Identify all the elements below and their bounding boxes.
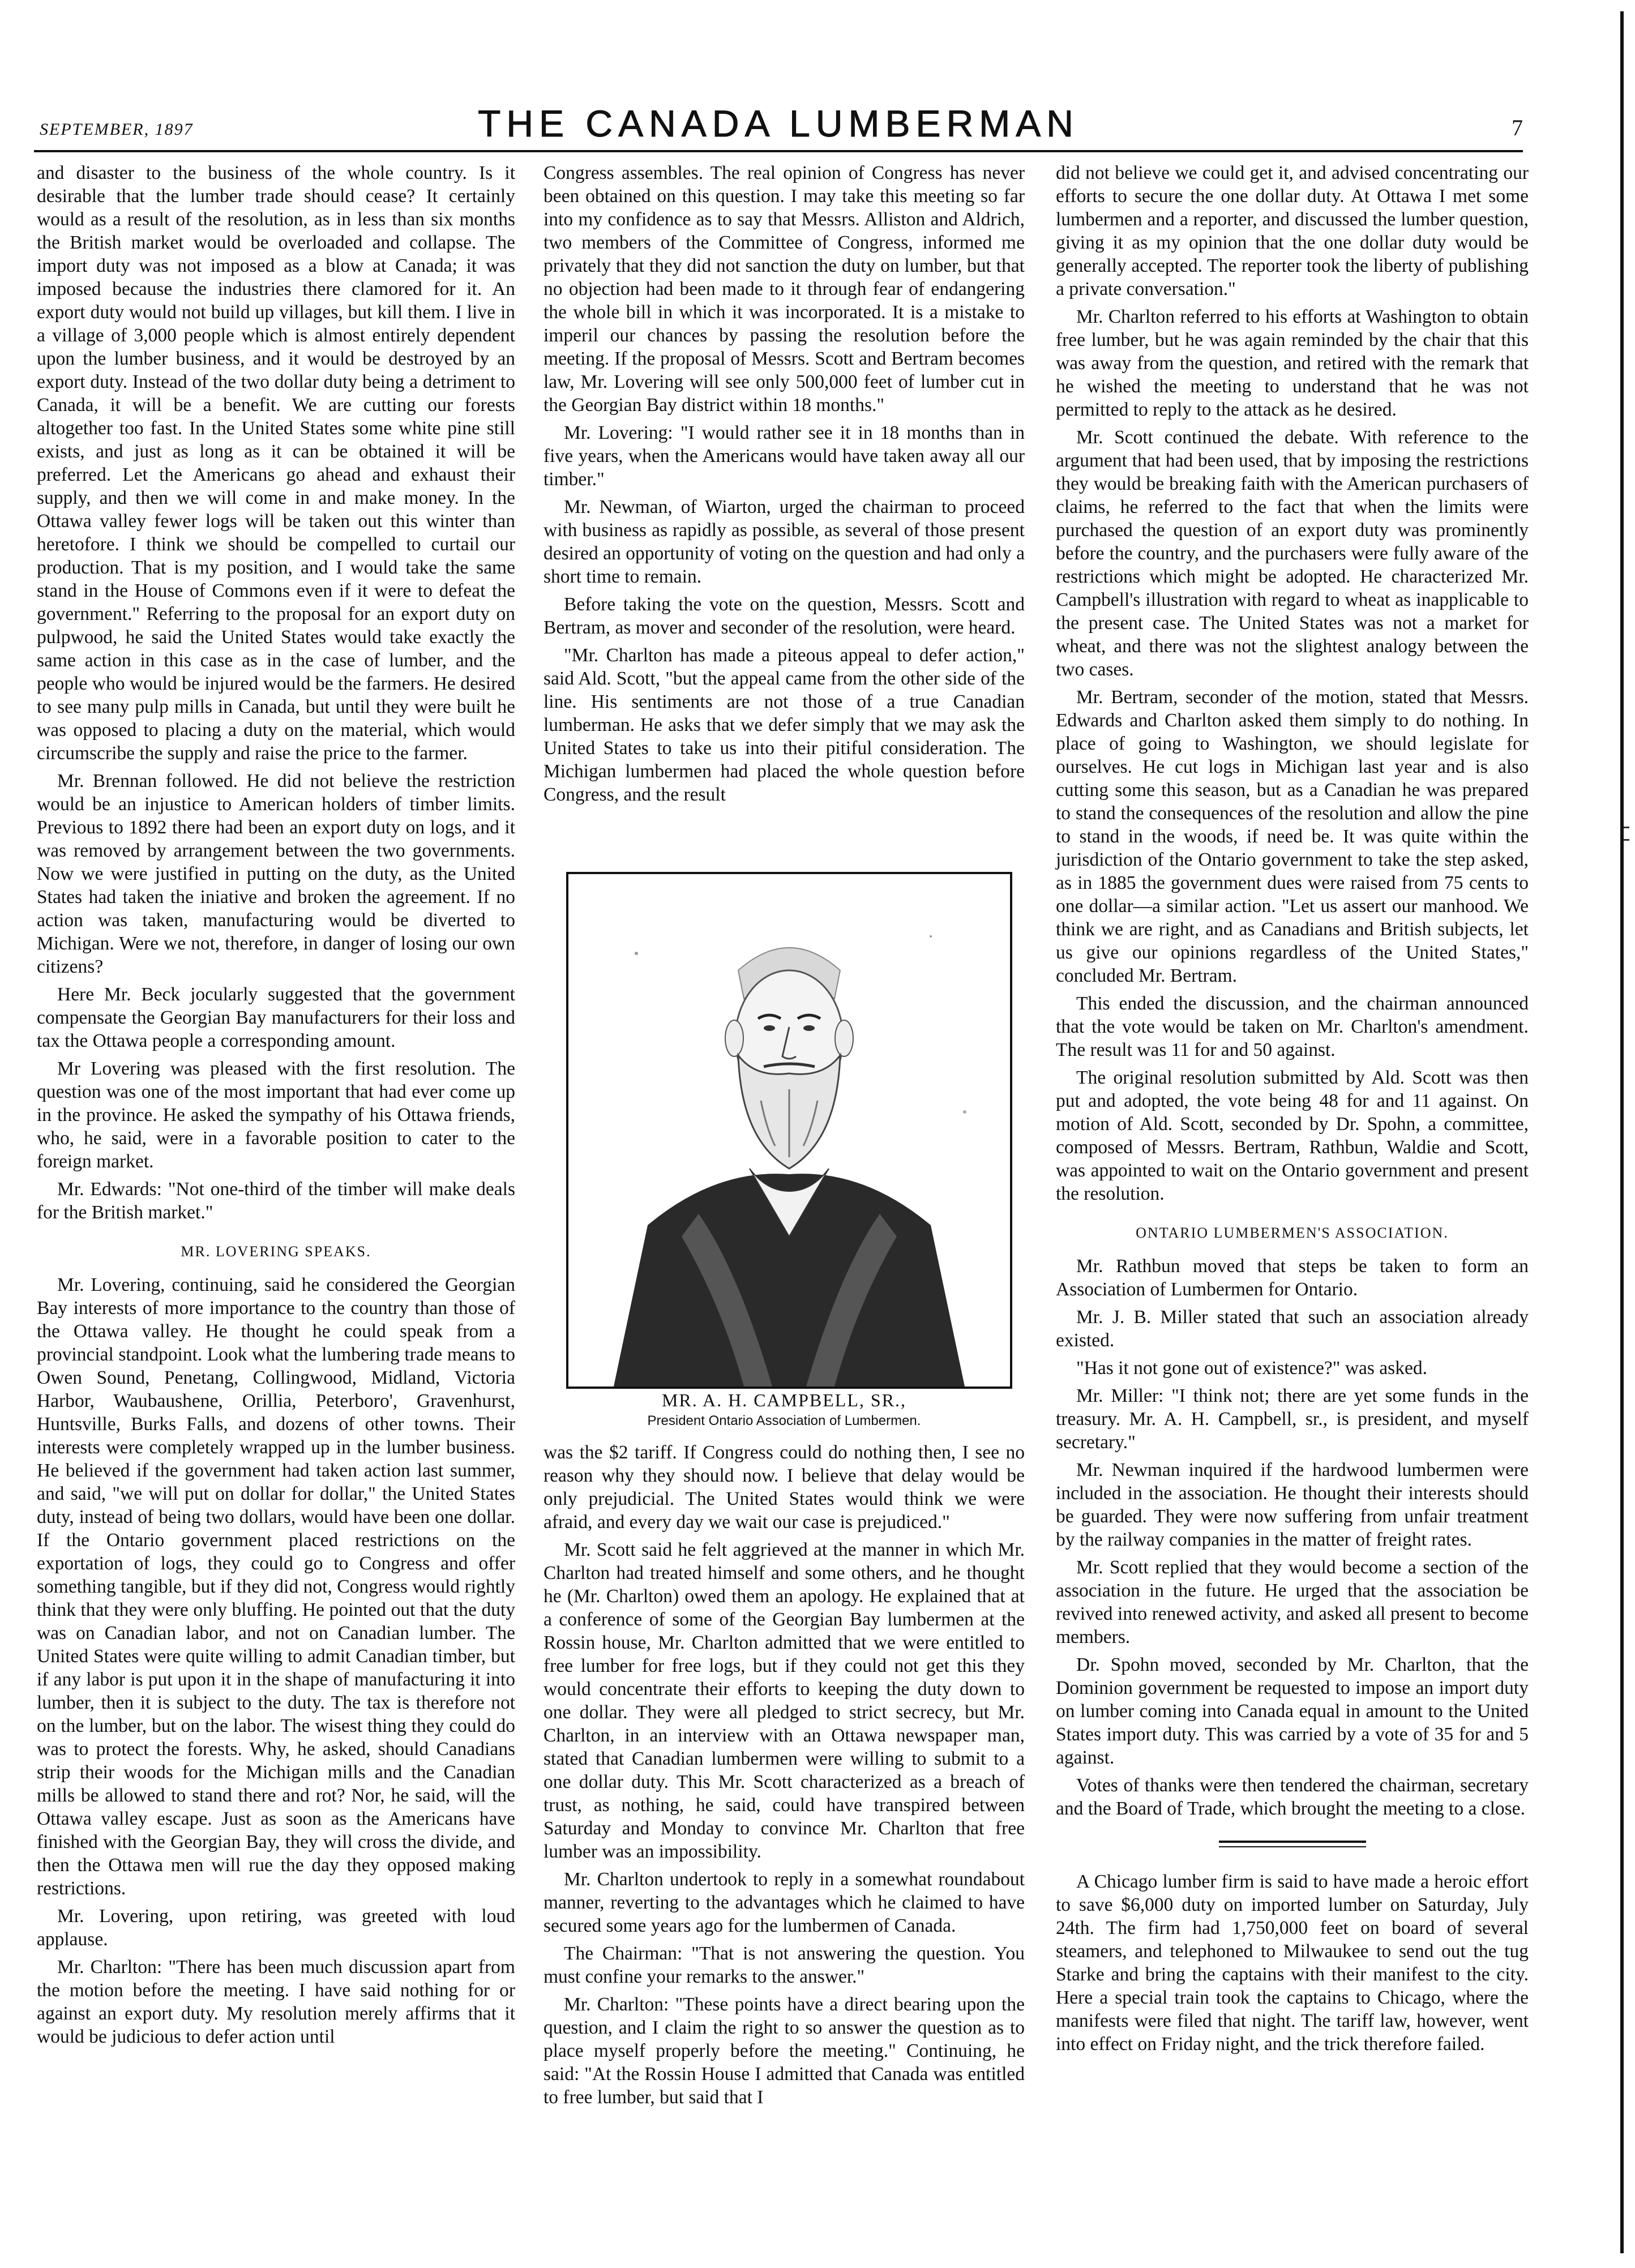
paragraph: Mr. Charlton: "These points have a direct bearing upon the question, and I claim the right to so answer the question as to place myself properly before the meeting." Continuing, he said: "At the Rossin House I admitted that Canada was entitled to free lumber, but said that I xyxy=(543,1994,1025,2108)
paragraph: Mr. Lovering, continuing, said he considered the Georgian Bay interests of more importance to the country than those of the Ottawa valley. He thought he could speak from a provincial standpoint. Look what the lumbering trade means to Owen Sound, Penetang, Collingwood, Midland, Victoria Harbor, Waubaushene, Orillia, Peterboro', Gravenhurst, Huntsville, Burks Falls, and dozens of other towns. Their interests were completely wrapped up in the lumber business. He believed if the government had taken action last summer, and said, "we will put on dollar for dollar," the United States duty, instead of being two dollars, would have been one dollar. If the Ontario government placed restrictions on the exportation of logs, they could go to Congress and offer something tangible, but if they did not, Congress would rightly think that they were only bluffing. He pointed out that the duty was on Canadian labor, and not on Canadian lumber. The United States were quite willing to admit Canadian timber, but if any labor is put upon it in the shape of manufacturing it into lumber, then it is subject to the duty. The tax is therefore not on the lumber, but on the labor. The wisest thing they could do was to protect the forests. Why, he asked, should Canadians strip their woods for the Michigan mills and the Canadian mills be allowed to stand there and rot? Nor, he said, will the Ottawa valley escape. Just as soon as the Americans have finished with the Georgian Bay, they will cross the divide, and then the Ottawa men will rue the day they opposed making restrictions. xyxy=(37,1274,515,1899)
paragraph: Mr. Bertram, seconder of the motion, stated that Messrs. Edwards and Charlton asked them simply to do nothing. In place of going to Washington, we should legislate for ourselves. He cut logs in Michigan last year and is also cutting some this season, but as a Canadian he was prepared to stand the consequences of the resolution and allow the pine to stand in the woods, if need be. It was quite within the jurisdiction of the Ontario government to take the step asked, as in 1885 the government dues were raised from 75 cents to one dollar—a similar action. "Let us assert our manhood. We think we are right, and as Canadians and British subjects, let us give our opinions regardless of the United States," concluded Mr. Bertram. xyxy=(1056,687,1529,986)
paragraph: The Chairman: "That is not answering the question. You must confine your remarks to the answer." xyxy=(543,1943,1025,1987)
paragraph: was the $2 tariff. If Congress could do nothing then, I see no reason why they should now. I believe that delay would be only prejudicial. The United States would think we were afraid, and every day we wait our case is prejudiced." xyxy=(543,1442,1025,1533)
paragraph: Mr. Miller: "I think not; there are yet some funds in the treasury. Mr. A. H. Campbell, sr., is president, and myself secretary." xyxy=(1056,1385,1529,1453)
paragraph: Votes of thanks were then tendered the chairman, secretary and the Board of Trade, which brought the meeting to a close. xyxy=(1056,1775,1529,1819)
paragraph: Mr. J. B. Miller stated that such an association already existed. xyxy=(1056,1307,1529,1351)
paragraph: Mr. Charlton: "There has been much discussion apart from the motion before the meeting. I have said nothing for or against an export duty. My resolution merely affirms that it would be judicious to defer action until xyxy=(37,1957,515,2047)
paragraph: did not believe we could get it, and advised concentrating our efforts to secure the one dollar duty. At Ottawa I met some lumbermen and a reporter, and discussed the lumber question, giving it as my opinion that the one dollar duty would be generally accepted. The reporter took the liberty of publishing a private conversation." xyxy=(1056,162,1529,299)
paragraph: "Has it not gone out of existence?" was asked. xyxy=(1076,1358,1427,1379)
paragraph: Mr. Brennan followed. He did not believe the restriction would be an injustice to American holders of timber limits. Previous to 1892 there had been an export duty on logs, and it was removed by arrangement between the two governments. Now we were justified in putting on the duty, as the United States had taken the iniative and broken the agreement. If no action was taken, manufacturing would be diverted to Michigan. Were we not, therefore, in danger of losing our own citizens? xyxy=(37,771,515,977)
paragraph: "Mr. Charlton has made a piteous appeal to defer action," said Ald. Scott, "but the appeal came from the other side of the line. His sentiments are not those of a true Canadian lumberman. He asks that we defer simply that we may ask the United States to take us into their pitiful consideration. The Michigan lumbermen had placed the whole question before Congress, and the result xyxy=(543,645,1025,805)
column-3 xyxy=(1056,161,1529,2060)
section-heading: ONTARIO LUMBERMEN'S ASSOCIATION. xyxy=(1136,1225,1449,1241)
portrait-illustration xyxy=(568,874,1010,1387)
paragraph: Mr. Scott continued the debate. With reference to the argument that had been used, that by imposing the restrictions they would be breaking faith with the American purchasers of claims, he referred to the fact that when the limits were purchased the question of an export duty was prominently before the country, and the purchasers were fully aware of the restrictions which might be adopted. He characterized Mr. Campbell's illustration with regard to wheat as inapplicable to the present case. The United States was not a market for wheat, and there was not the slightest analogy between the two cases. xyxy=(1056,427,1529,680)
header-rule xyxy=(34,150,1523,152)
paragraph: Mr Lovering was pleased with the first resolution. The question was one of the most important that had ever come up in the province. He asked the sympathy of his Ottawa friends, who, he said, were in a favorable position to cater to the foreign market. xyxy=(37,1058,515,1172)
paragraph: Mr. Newman, of Wiarton, urged the chairman to proceed with business as rapidly as possible, as several of those present desired an opportunity of voting on the question and had only a short time to remain. xyxy=(543,497,1025,587)
caption-name: MR. A. H. CAMPBELL, SR., xyxy=(661,1390,907,1410)
paragraph: Mr. Scott said he felt aggrieved at the manner in which Mr. Charlton had treated himself and some others, and he thought he (Mr. Charlton) owed them an apology. He explained that at a conference of some of the Georgian Bay lumbermen at the Rossin house, Mr. Charlton admitted that we were entitled to free lumber for free logs, but if they could not get this they would concentrate their efforts to keeping the duty down to one dollar. They were all pledged to strict secrecy, but Mr. Charlton, in an interview with an Ottawa newspaper man, stated that Canadian lumbermen were willing to submit to a one dollar duty. This Mr. Scott characterized as a breach of trust, as nothing, he said, could have transpired between Saturday and Monday to convince Mr. Charlton that free lumber was an impossibility. xyxy=(543,1539,1025,1862)
portrait-caption xyxy=(543,1390,1025,1429)
column-2-top xyxy=(543,161,1025,811)
paragraph: and disaster to the business of the whole country. Is it desirable that the lumber trade should cease? It certainly would as a result of the resolution, as in less than six months the British market would be overloaded and collapse. The import duty was not imposed as a blow at Canada; it was imposed because the industries there clamored for it. An export duty would not build up villages, but kill them. I live in a village of 3,000 people which is almost entirely dependent upon the lumber business, and it would be destroyed by an export duty. Instead of the two dollar duty being a detriment to Canada, it will be a benefit. We are cutting our forests altogether too fast. In the United States some white pine still exists, and just as long as it can be obtained it will be preferred. Let the Americans go ahead and exhaust their supply, and then we will come in and make money. In the Ottawa valley fewer logs will be taken out this winter than heretofore. I think we should be compelled to curtail our production. That is my position, and I would take the same stand in the House of Commons even if it were to defeat the government." Referring to the proposal for an export duty on pulpwood, he said the United States would take exactly the same action in this case as in the case of lumber, and the people who would be injured would be the farmers. He desired to see many pulp mills in Canada, but until they were built he was opposed to placing a duty on the material, which would circumscribe the supply and raise the price to the farmer. xyxy=(37,162,515,764)
page-edge-tick xyxy=(1624,839,1629,841)
column-2-bottom xyxy=(543,1441,1025,2113)
paragraph: Mr. Charlton referred to his efforts at Washington to obtain free lumber, but he was again reminded by the chair that this was away from the question, and retired with the remark that he wished the meeting to understand that he was not permitted to reply to the attack as he desired. xyxy=(1056,306,1529,420)
section-heading: MR. LOVERING SPEAKS. xyxy=(181,1243,371,1260)
paragraph: Mr. Rathbun moved that steps be taken to form an Association of Lumbermen for Ontario. xyxy=(1056,1256,1529,1300)
paragraph: Before taking the vote on the question, Messrs. Scott and Bertram, as mover and seconder of the resolution, were heard. xyxy=(543,594,1025,638)
paragraph: The original resolution submitted by Ald. Scott was then put and adopted, the vote being 48 for and 11 against. On motion of Ald. Scott, seconded by Dr. Spohn, a committee, composed of Messrs. Bertram, Rathbun, Waldie and Scott, was appointed to wait on the Ontario government and present the resolution. xyxy=(1056,1067,1529,1204)
section-divider xyxy=(1219,1846,1366,1847)
page-edge-tick xyxy=(1624,827,1629,828)
paragraph: Mr. Edwards: "Not one-third of the timber will make deals for the British market." xyxy=(37,1179,515,1223)
paragraph: Mr. Newman inquired if the hardwood lumbermen were included in the association. He thought their interests should be guarded. They were now suffering from unfair treatment by the railway companies in the matter of freight rates. xyxy=(1056,1460,1529,1550)
portrait-photo xyxy=(566,872,1012,1389)
caption-title: President Ontario Association of Lumbermen. xyxy=(647,1413,921,1428)
masthead-title: THE CANADA LUMBERMAN xyxy=(478,102,1079,144)
section-divider xyxy=(1219,1841,1366,1843)
page-number: 7 xyxy=(1512,115,1523,140)
paragraph: This ended the discussion, and the chairman announced that the vote would be taken on Mr. Charlton's amendment. The result was 11 for and 50 against. xyxy=(1056,993,1529,1060)
page-edge-rule xyxy=(1620,11,1624,2253)
paragraph: Congress assembles. The real opinion of Congress has never been obtained on this question. I may take this meeting so far into my confidence as to say that Messrs. Alliston and Aldrich, two members of the Committee of Congress, informed me privately that they did not sanction the duty on lumber, but that no objection had been made to it through fear of endangering the whole bill in which it was incorporated. It is a mistake to imperil our chances by passing the resolution before the meeting. If the proposal of Messrs. Scott and Bertram becomes law, Mr. Lovering will see only 500,000 feet of lumber cut in the Georgian Bay district within 18 months." xyxy=(543,162,1025,416)
paragraph: A Chicago lumber firm is said to have made a heroic effort to save $6,000 duty on imported lumber on Saturday, July 24th. The firm had 1,750,000 feet on board of several steamers, and telephoned to Milwaukee to send out the tug Starke and bring the captains with their manifest to the city. Here a special train took the captains to Chicago, where the manifests were filed that night. The tariff law, however, went into effect on Friday night, and the trick therefore failed. xyxy=(1056,1871,1529,2055)
paragraph: Mr. Lovering, upon retiring, was greeted with loud applause. xyxy=(37,1906,515,1950)
issue-date: SEPTEMBER, 1897 xyxy=(40,120,194,139)
page-header xyxy=(34,102,1523,147)
paragraph: Here Mr. Beck jocularly suggested that the government compensate the Georgian Bay manufacturers for their loss and tax the Ottawa people a corresponding amount. xyxy=(37,984,515,1051)
paragraph: Mr. Lovering: "I would rather see it in 18 months than in five years, when the Americans would have taken away all our timber." xyxy=(543,422,1025,490)
paragraph: Mr. Charlton undertook to reply in a somewhat roundabout manner, reverting to the advantages which he claimed to have secured some years ago for the lumbermen of Canada. xyxy=(543,1869,1025,1936)
paragraph: Dr. Spohn moved, seconded by Mr. Charlton, that the Dominion government be requested to impose an import duty on lumber coming into Canada equal in amount to the United States import duty. This was carried by a vote of 35 for and 5 against. xyxy=(1056,1654,1529,1768)
column-1 xyxy=(37,161,515,2053)
paragraph: Mr. Scott replied that they would become a section of the association in the future. He urged that the association be revived into renewed activity, and asked all present to become members. xyxy=(1056,1557,1529,1647)
